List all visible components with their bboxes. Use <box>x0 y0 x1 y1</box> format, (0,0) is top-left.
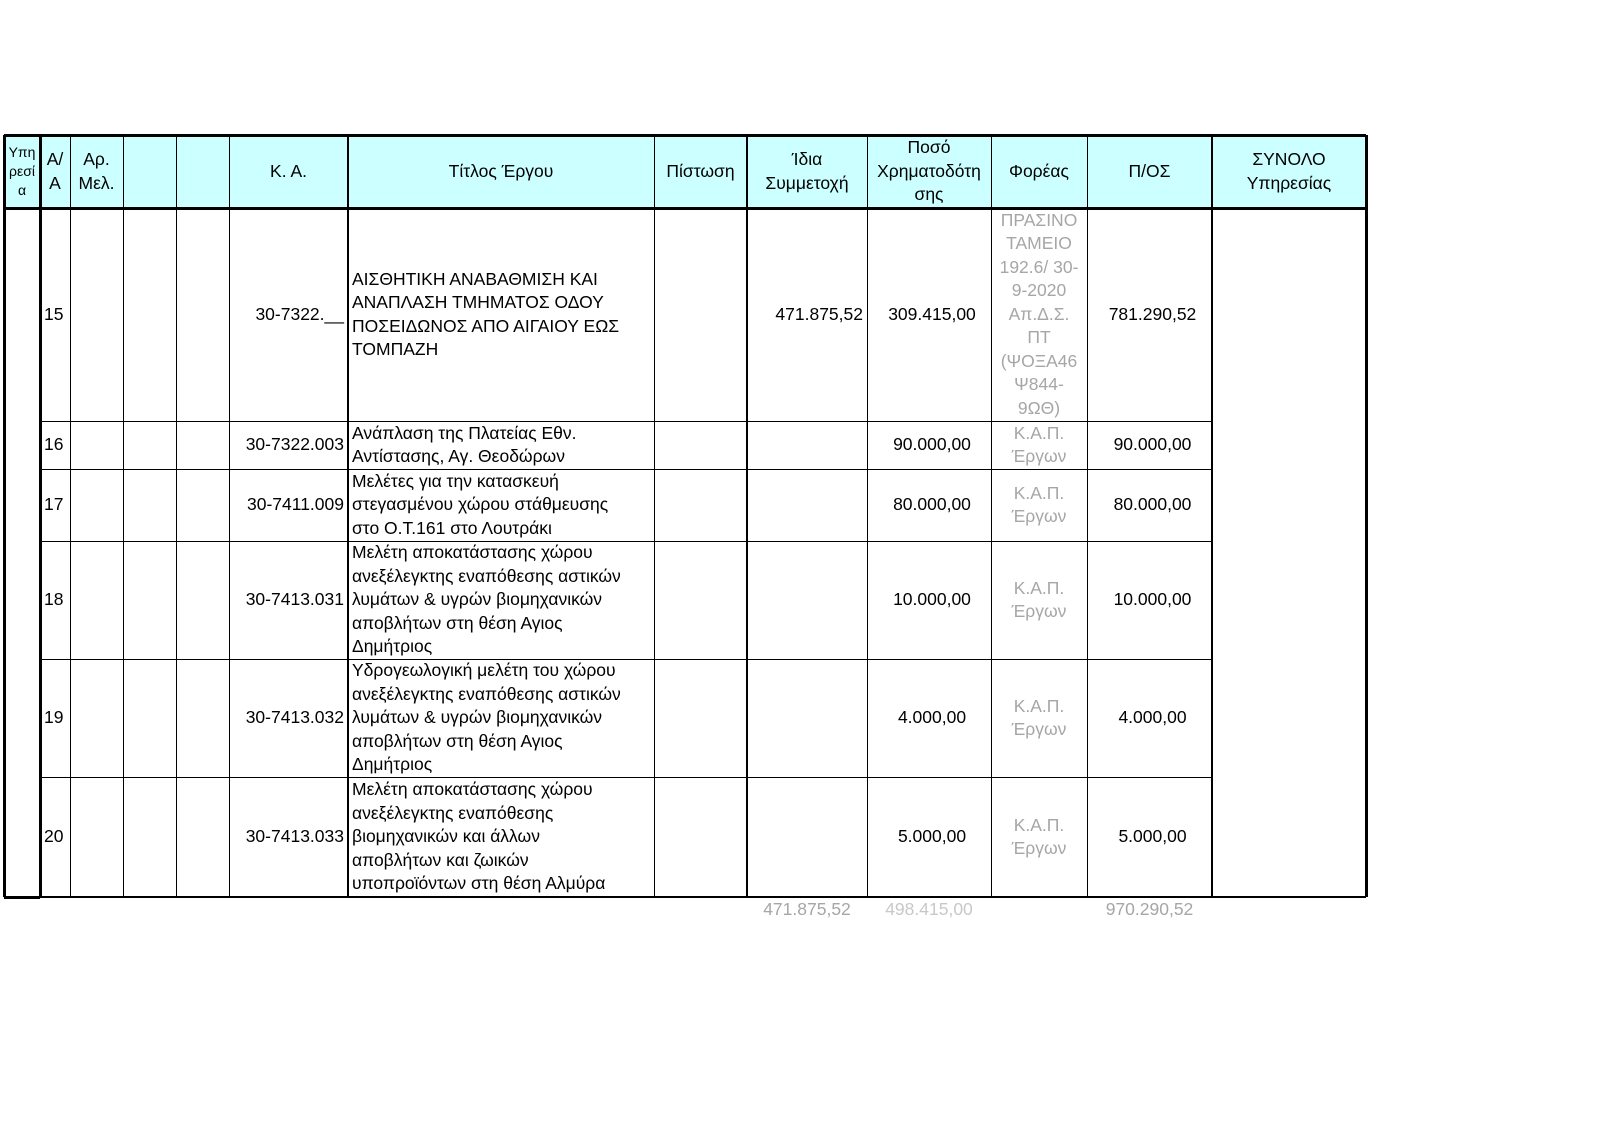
total-poso: 498.415,00 <box>885 898 973 919</box>
table-top-border <box>4 134 1366 137</box>
cell-aa: 20 <box>44 826 64 847</box>
cell-pistosi <box>654 659 747 777</box>
total-pos: 970.290,52 <box>1105 898 1194 919</box>
cell-foreas: Κ.Α.Π. Έργων <box>1011 814 1067 858</box>
cell-pos: 4.000,00 <box>1118 707 1187 728</box>
cell-idia <box>747 659 867 777</box>
row-divider <box>40 469 1212 470</box>
header-bottom-border <box>4 207 1366 210</box>
cell-ka: 30-7413.032 <box>245 707 344 728</box>
cell-titlos: Μελέτη αποκατάστασης χώρου ανεξέλεγκτης εναπόθεσης αστικών λυμάτων & υγρών βιομηχανικών αποβλήτων στη θέση Αγιος Δημήτριος <box>352 542 621 657</box>
cell-aa: 16 <box>44 434 64 455</box>
row-divider <box>40 659 1212 660</box>
cell-idia <box>747 777 867 897</box>
cell-poso: 10.000,00 <box>893 589 971 610</box>
header-ar_mel: Αρ. Μελ. <box>70 135 123 208</box>
cell-ka: 30-7413.033 <box>245 826 344 847</box>
cell-pos: 80.000,00 <box>1113 494 1192 515</box>
cell-titlos: Μελέτη αποκατάστασης χώρου ανεξέλεγκτης εναπόθεσης βιομηχανικών και άλλων αποβλήτων και ζωικών υποπροϊόντων στη θέση Αλμύρα <box>352 779 606 894</box>
cell-pos: 90.000,00 <box>1113 434 1192 455</box>
column-divider <box>867 135 868 897</box>
cell-foreas: Κ.Α.Π. Έργων <box>1011 577 1067 621</box>
cell-ka: 30-7322.__ <box>255 303 344 324</box>
cell-pos: 10.000,00 <box>1113 589 1192 610</box>
column-divider <box>1087 135 1088 897</box>
column-divider <box>746 135 748 897</box>
cell-titlos: Υδρογεωλογική μελέτη του χώρου ανεξέλεγκτης εναπόθεσης αστικών λυμάτων & υγρών βιομηχανικών αποβλήτων στη θέση Αγιος Δημήτριος <box>352 660 621 775</box>
cell-titlos: Ανάπλαση της Πλατείας Εθν. Αντίστασης, Αγ. Θεοδώρων <box>352 422 577 466</box>
header-blank2 <box>176 135 229 208</box>
cell-ka: 30-7413.031 <box>245 589 344 610</box>
cell-poso: 90.000,00 <box>893 434 971 455</box>
column-divider <box>39 135 42 897</box>
column-divider <box>654 135 655 897</box>
header-titlos: Τίτλος Έργου <box>348 135 654 208</box>
column-divider <box>229 135 230 897</box>
ypiresia-bottom-border <box>4 896 40 899</box>
header-aa: Α/ Α <box>40 135 70 208</box>
column-divider <box>1211 135 1213 897</box>
cell-pistosi <box>654 421 747 469</box>
cell-foreas: Κ.Α.Π. Έργων <box>1011 695 1067 739</box>
column-divider <box>991 135 992 897</box>
cell-poso: 5.000,00 <box>897 826 967 847</box>
cell-pistosi <box>654 541 747 659</box>
table-left-border <box>3 135 6 897</box>
header-poso: Ποσό Χρηματοδότη σης <box>867 135 991 208</box>
cell-ka: 30-7322.003 <box>245 434 344 455</box>
header-pistosi: Πίστωση <box>654 135 747 208</box>
cell-idia: 471.875,52 <box>775 303 863 324</box>
column-divider <box>123 135 124 897</box>
cell-titlos: Μελέτες για την κατασκευή στεγασμένου χώρου στάθμευσης στο Ο.Τ.161 στο Λουτράκι <box>352 470 609 538</box>
cell-foreas: Κ.Α.Π. Έργων <box>1011 482 1067 526</box>
column-divider <box>176 135 177 897</box>
row-divider <box>40 541 1212 542</box>
header-synolo: ΣΥΝΟΛΟ Υπηρεσίας <box>1212 135 1366 208</box>
cell-aa: 17 <box>44 494 64 515</box>
cell-pistosi <box>654 208 747 421</box>
row-divider <box>40 777 1212 778</box>
cell-pos: 5.000,00 <box>1118 826 1187 847</box>
header-idia: Ίδια Συμμετοχή <box>747 135 867 208</box>
cell-poso: 4.000,00 <box>897 707 967 728</box>
header-ka: Κ. Α. <box>229 135 348 208</box>
column-divider <box>70 135 71 897</box>
cell-idia <box>747 469 867 541</box>
header-ypiresia: Υπη ρεσί α <box>4 135 40 208</box>
cell-foreas: Κ.Α.Π. Έργων <box>1011 422 1067 466</box>
cell-titlos: ΑΙΣΘΗΤΙΚΗ ΑΝΑΒΑΘΜΙΣΗ ΚΑΙ ΑΝΑΠΛΑΣΗ ΤΜΗΜΑΤΟΣ ΟΔΟΥ ΠΟΣΕΙΔΩΝΟΣ ΑΠΟ ΑΙΓΑΙΟΥ ΕΩΣ ΤΟΜΠΑΖΗ <box>352 268 620 359</box>
table-bottom-border <box>4 896 1366 898</box>
cell-foreas: ΠΡΑΣΙΝΟ ΤΑΜΕΙΟ 192.6/ 30- 9-2020 Απ.Δ.Σ. ΠΤ (ΨΟΞΑ46 Ψ844- 9ΩΘ) <box>999 209 1079 418</box>
cell-poso: 309.415,00 <box>888 303 976 324</box>
header-blank1 <box>123 135 176 208</box>
cell-aa: 19 <box>44 707 64 728</box>
header-foreas: Φορέας <box>991 135 1087 208</box>
cell-idia <box>747 421 867 469</box>
cell-pistosi <box>654 777 747 897</box>
cell-idia <box>747 541 867 659</box>
table-right-border <box>1365 135 1368 897</box>
cell-aa: 18 <box>44 589 64 610</box>
cell-aa: 15 <box>44 303 64 324</box>
cell-pistosi <box>654 469 747 541</box>
cell-pos: 781.290,52 <box>1108 303 1197 324</box>
total-idia: 471.875,52 <box>763 898 851 919</box>
cell-ka: 30-7411.009 <box>247 494 344 515</box>
row-divider <box>40 421 1212 422</box>
cell-poso: 80.000,00 <box>893 494 971 515</box>
header-pos: Π/ΟΣ <box>1087 135 1212 208</box>
column-divider <box>347 135 349 897</box>
